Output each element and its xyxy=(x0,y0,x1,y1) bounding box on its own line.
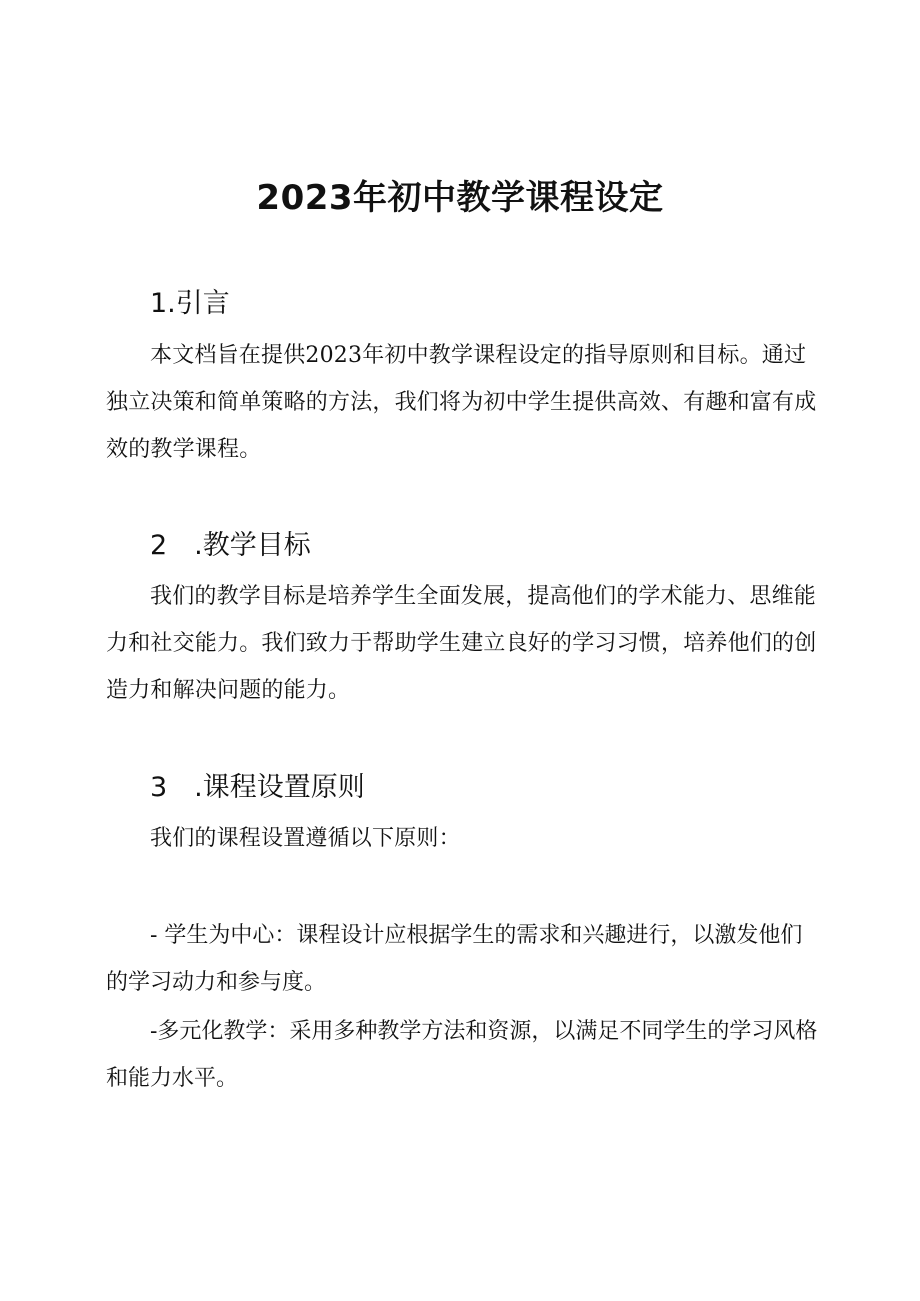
list-item: - 学生为中心：课程设计应根据学生的需求和兴趣进行，以激发他们的学习动力和参与度。 xyxy=(106,923,803,995)
section-title: 课程设置原则 xyxy=(202,772,365,803)
section-paragraph-course-principles: 我们的课程设置遵循以下原则： xyxy=(150,826,461,851)
section-title: 教学目标 xyxy=(202,530,311,561)
list-item: -多元化教学：采用多种教学方法和资源，以满足不同学生的学习风格和能力水平。 xyxy=(106,1019,818,1091)
section-number: 1. xyxy=(150,288,176,319)
document-title: 2023年初中教学课程设定 xyxy=(256,178,664,218)
section-paragraph-introduction: 本文档旨在提供2023年初中教学课程设定的指导原则和目标。通过独立决策和简单策略的方法，我们将为初中学生提供高效、有趣和富有成效的教学课程。 xyxy=(106,343,817,462)
section-number: 2 . xyxy=(150,530,203,561)
section-title: 引言 xyxy=(175,288,230,319)
section-heading-introduction xyxy=(150,284,810,324)
section-paragraph-teaching-goals: 我们的教学目标是培养学生全面发展，提高他们的学术能力、思维能力和社交能力。我们致力于帮助学生建立良好的学习习惯，培养他们的创造力和解决问题的能力。 xyxy=(106,584,817,703)
section-heading-teaching-goals xyxy=(150,526,810,566)
section-number: 3 . xyxy=(150,772,203,803)
section-heading-course-principles xyxy=(150,768,810,808)
